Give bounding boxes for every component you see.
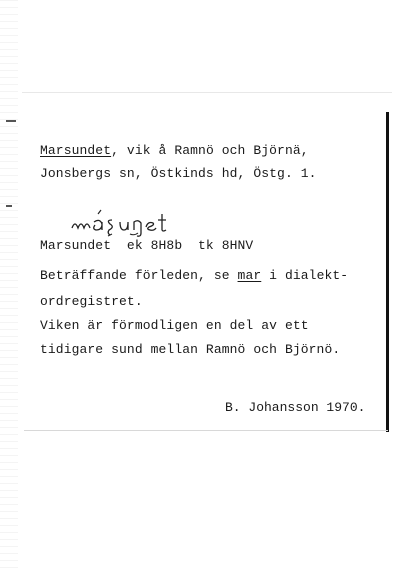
cross-reference-mar: mar <box>237 268 262 283</box>
body-line-2: ordregistret. <box>40 294 143 309</box>
card-right-border <box>386 112 389 432</box>
body-text: i dialekt- <box>261 268 349 283</box>
edge-mark <box>6 205 12 207</box>
form-line: Marsundet ek 8H8b tk 8HNV <box>40 238 254 253</box>
body-line-4: tidigare sund mellan Ramnö och Björnö. <box>40 342 341 357</box>
place-description: , vik å Ramnö och Björnä, <box>111 143 309 158</box>
handwritten-phonetic-icon <box>68 208 188 238</box>
card-bottom-border <box>24 430 388 431</box>
location-line: Jonsbergs sn, Östkinds hd, Östg. 1. <box>40 166 317 181</box>
card-top-border <box>22 92 392 93</box>
edge-mark <box>6 120 16 122</box>
heading-line <box>40 143 309 158</box>
body-text: Beträffande förleden, se <box>40 268 238 283</box>
place-name: Marsundet <box>40 143 112 158</box>
scan-edge <box>0 0 18 570</box>
body-line-1 <box>40 268 348 283</box>
body-line-3: Viken är förmodligen en del av ett <box>40 318 309 333</box>
phonetic-transcription <box>68 208 188 238</box>
signature-line: B. Johansson 1970. <box>225 400 366 415</box>
